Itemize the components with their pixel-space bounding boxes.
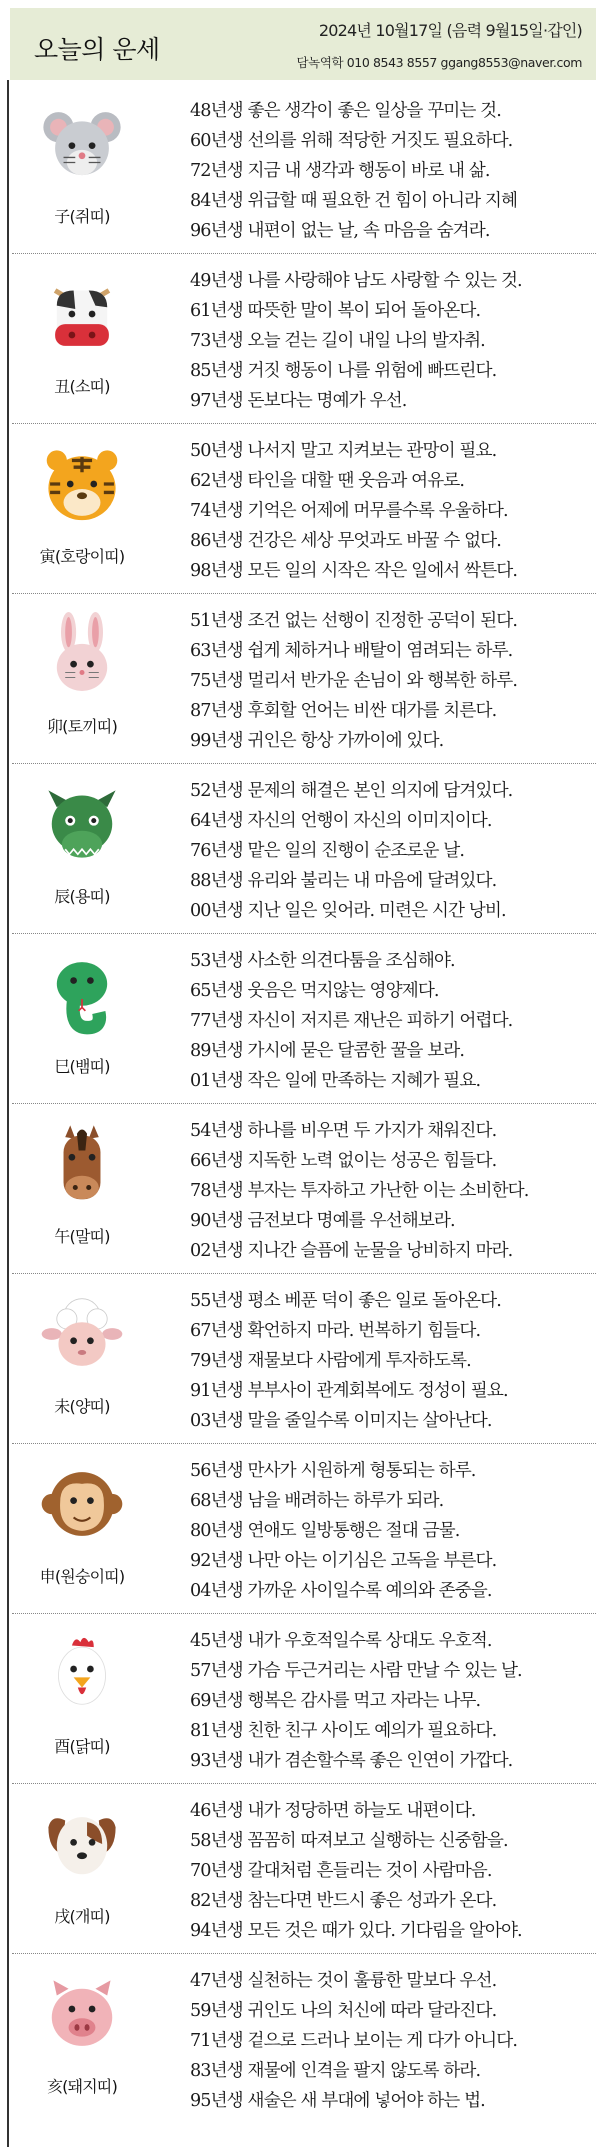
fortune-line: 96년생 내편이 없는 날, 속 마음을 숨겨라.: [190, 221, 490, 241]
left-rule: [7, 80, 9, 2147]
zodiac-row: [10, 1104, 596, 1274]
fortune-line: 65년생 웃음은 먹지않는 영양제다.: [190, 981, 439, 1001]
monkey-icon: [40, 1462, 124, 1546]
fortune-line: 02년생 지나간 슬픔에 눈물을 낭비하지 마라.: [190, 1241, 513, 1261]
zodiac-label: 亥(돼지띠): [46, 2077, 118, 2096]
fortune-lines: [190, 96, 600, 246]
zodiac-label: 午(말띠): [54, 1227, 110, 1246]
fortune-line: 56년생 만사가 시원하게 형통되는 하루.: [190, 1461, 476, 1481]
fortune-line: 89년생 가시에 묻은 달콤한 꿀을 보라.: [190, 1041, 465, 1061]
fortune-line: 83년생 재물에 인격을 팔지 않도록 하라.: [190, 2061, 481, 2081]
animal-block: [20, 1796, 144, 1946]
fortune-line: 78년생 부자는 투자하고 가난한 이는 소비한다.: [190, 1181, 529, 1201]
zodiac-row: [10, 1784, 596, 1954]
zodiac-label: 辰(용띠): [54, 887, 110, 906]
fortune-lines: [190, 1966, 600, 2116]
fortune-line: 73년생 오늘 걷는 길이 내일 나의 발자취.: [190, 331, 485, 351]
zodiac-row: [10, 1614, 596, 1784]
zodiac-row: [10, 1444, 596, 1614]
fortune-line: 82년생 참는다면 반드시 좋은 성과가 온다.: [190, 1891, 497, 1911]
snake-icon: [40, 952, 124, 1036]
fortune-line: 62년생 타인을 대할 땐 웃음과 여유로.: [190, 471, 465, 491]
fortune-lines: [190, 1116, 600, 1266]
fortune-line: 80년생 연애도 일방통행은 절대 금물.: [190, 1521, 460, 1541]
fortune-line: 51년생 조건 없는 선행이 진정한 공덕이 된다.: [190, 611, 518, 631]
sheep-icon: [40, 1292, 124, 1376]
rat-icon: [40, 102, 124, 186]
animal-block: [20, 1456, 144, 1606]
fortune-line: 69년생 행복은 감사를 먹고 자라는 나무.: [190, 1691, 481, 1711]
zodiac-row: [10, 594, 596, 764]
fortune-line: 68년생 남을 배려하는 하루가 되라.: [190, 1491, 444, 1511]
fortune-line: 47년생 실천하는 것이 훌륭한 말보다 우선.: [190, 1971, 497, 1991]
animal-block: [20, 1116, 144, 1266]
fortune-line: 00년생 지난 일은 잊어라. 미련은 시간 낭비.: [190, 901, 506, 921]
horse-icon: [40, 1122, 124, 1206]
animal-block: [20, 1626, 144, 1776]
zodiac-label: 申(원숭이띠): [39, 1567, 125, 1586]
fortune-line: 03년생 말을 줄일수록 이미지는 살아난다.: [190, 1411, 492, 1431]
zodiac-label: 卯(토끼띠): [46, 717, 118, 736]
fortune-lines: [190, 946, 600, 1096]
zodiac-row: [10, 764, 596, 934]
cow-icon: [40, 272, 124, 356]
zodiac-label: 子(쥐띠): [54, 207, 110, 226]
zodiac-row: [10, 84, 596, 254]
animal-block: [20, 1286, 144, 1436]
fortune-line: 85년생 거짓 행동이 나를 위험에 빠뜨린다.: [190, 361, 497, 381]
animal-block: [20, 1966, 144, 2116]
zodiac-label: 未(양띠): [54, 1397, 110, 1416]
zodiac-label: 寅(호랑이띠): [39, 547, 125, 566]
fortune-line: 49년생 나를 사랑해야 남도 사랑할 수 있는 것.: [190, 271, 522, 291]
fortune-line: 55년생 평소 베푼 덕이 좋은 일로 돌아온다.: [190, 1291, 501, 1311]
fortune-line: 97년생 돈보다는 명예가 우선.: [190, 391, 407, 411]
fortune-line: 79년생 재물보다 사람에게 투자하도록.: [190, 1351, 471, 1371]
fortune-line: 93년생 내가 겸손할수록 좋은 인연이 가깝다.: [190, 1751, 513, 1771]
animal-block: [20, 606, 144, 756]
fortune-line: 86년생 건강은 세상 무엇과도 바꿀 수 없다.: [190, 531, 501, 551]
rooster-icon: [40, 1632, 124, 1716]
fortune-line: 59년생 귀인도 나의 처신에 따라 달라진다.: [190, 2001, 497, 2021]
zodiac-row: [10, 254, 596, 424]
zodiac-row: [10, 934, 596, 1104]
fortune-lines: [190, 776, 600, 926]
fortune-line: 46년생 내가 정당하면 하늘도 내편이다.: [190, 1801, 476, 1821]
fortune-line: 01년생 작은 일에 만족하는 지혜가 필요.: [190, 1071, 481, 1091]
fortune-lines: [190, 1286, 600, 1436]
dog-icon: [40, 1802, 124, 1886]
fortune-line: 87년생 후회할 언어는 비싼 대가를 치른다.: [190, 701, 497, 721]
fortune-lines: [190, 266, 600, 416]
fortune-line: 04년생 가까운 사이일수록 예의와 존중을.: [190, 1581, 492, 1601]
fortune-line: 61년생 따뜻한 말이 복이 되어 돌아온다.: [190, 301, 481, 321]
contact-line: 담녹역학 010 8543 8557 ggang8553@naver.com: [296, 55, 582, 70]
zodiac-row: [10, 1954, 596, 2124]
animal-block: [20, 436, 144, 586]
dragon-icon: [40, 782, 124, 866]
fortune-lines: [190, 1796, 600, 1946]
fortune-line: 81년생 친한 친구 사이도 예의가 필요하다.: [190, 1721, 497, 1741]
fortune-line: 92년생 나만 아는 이기심은 고독을 부른다.: [190, 1551, 497, 1571]
fortune-line: 63년생 쉽게 체하거나 배탈이 염려되는 하루.: [190, 641, 513, 661]
zodiac-label: 巳(뱀띠): [54, 1057, 110, 1076]
fortune-line: 95년생 새술은 새 부대에 넣어야 하는 법.: [190, 2091, 485, 2111]
zodiac-label: 戌(개띠): [54, 1907, 110, 1926]
fortune-line: 75년생 멀리서 반가운 손님이 와 행복한 하루.: [190, 671, 518, 691]
fortune-line: 94년생 모든 것은 때가 있다. 기다림을 알아야.: [190, 1921, 522, 1941]
fortune-line: 53년생 사소한 의견다툼을 조심해야.: [190, 951, 455, 971]
zodiac-row: [10, 1274, 596, 1444]
animal-block: [20, 96, 144, 246]
animal-block: [20, 946, 144, 1096]
fortune-lines: [190, 1626, 600, 1776]
fortune-line: 76년생 맡은 일의 진행이 순조로운 날.: [190, 841, 465, 861]
fortune-line: 99년생 귀인은 항상 가까이에 있다.: [190, 731, 444, 751]
fortune-line: 98년생 모든 일의 시작은 작은 일에서 싹튼다.: [190, 561, 518, 581]
fortune-line: 88년생 유리와 불리는 내 마음에 달려있다.: [190, 871, 497, 891]
fortune-line: 67년생 확언하지 마라. 번복하기 힘들다.: [190, 1321, 481, 1341]
fortune-line: 74년생 기억은 어제에 머무를수록 우울하다.: [190, 501, 508, 521]
fortune-line: 91년생 부부사이 관계회복에도 정성이 필요.: [190, 1381, 508, 1401]
fortune-line: 77년생 자신이 저지른 재난은 피하기 어렵다.: [190, 1011, 513, 1031]
zodiac-label: 酉(닭띠): [54, 1737, 110, 1756]
fortune-line: 50년생 나서지 말고 지켜보는 관망이 필요.: [190, 441, 497, 461]
fortune-line: 54년생 하나를 비우면 두 가지가 채워진다.: [190, 1121, 497, 1141]
fortune-line: 90년생 금전보다 명예를 우선해보라.: [190, 1211, 455, 1231]
header-bar: [10, 8, 596, 80]
animal-block: [20, 776, 144, 926]
rabbit-icon: [40, 612, 124, 696]
pig-icon: [40, 1972, 124, 2056]
fortune-lines: [190, 436, 600, 586]
fortune-line: 64년생 자신의 언행이 자신의 이미지이다.: [190, 811, 492, 831]
page-title: 오늘의 운세: [34, 35, 160, 64]
fortune-line: 57년생 가슴 두근거리는 사람 만날 수 있는 날.: [190, 1661, 522, 1681]
fortune-line: 48년생 좋은 생각이 좋은 일상을 꾸미는 것.: [190, 101, 501, 121]
animal-block: [20, 266, 144, 416]
fortune-line: 60년생 선의를 위해 적당한 거짓도 필요하다.: [190, 131, 513, 151]
tiger-icon: [40, 442, 124, 526]
fortune-lines: [190, 1456, 600, 1606]
fortune-line: 66년생 지독한 노력 없이는 성공은 힘들다.: [190, 1151, 497, 1171]
fortune-line: 70년생 갈대처럼 흔들리는 것이 사람마음.: [190, 1861, 492, 1881]
zodiac-label: 丑(소띠): [54, 377, 110, 396]
fortune-line: 52년생 문제의 해결은 본인 의지에 담겨있다.: [190, 781, 513, 801]
date-line: 2024년 10월17일 (음력 9월15일·갑인): [318, 21, 582, 40]
fortune-lines: [190, 606, 600, 756]
fortune-line: 45년생 내가 우호적일수록 상대도 우호적.: [190, 1631, 492, 1651]
fortune-line: 72년생 지금 내 생각과 행동이 바로 내 삶.: [190, 161, 490, 181]
zodiac-row: [10, 424, 596, 594]
fortune-line: 58년생 꼼꼼히 따져보고 실행하는 신중함을.: [190, 1831, 508, 1851]
fortune-line: 84년생 위급할 때 필요한 건 힘이 아니라 지혜: [190, 191, 518, 211]
fortune-line: 71년생 겉으로 드러나 보이는 게 다가 아니다.: [190, 2031, 518, 2051]
